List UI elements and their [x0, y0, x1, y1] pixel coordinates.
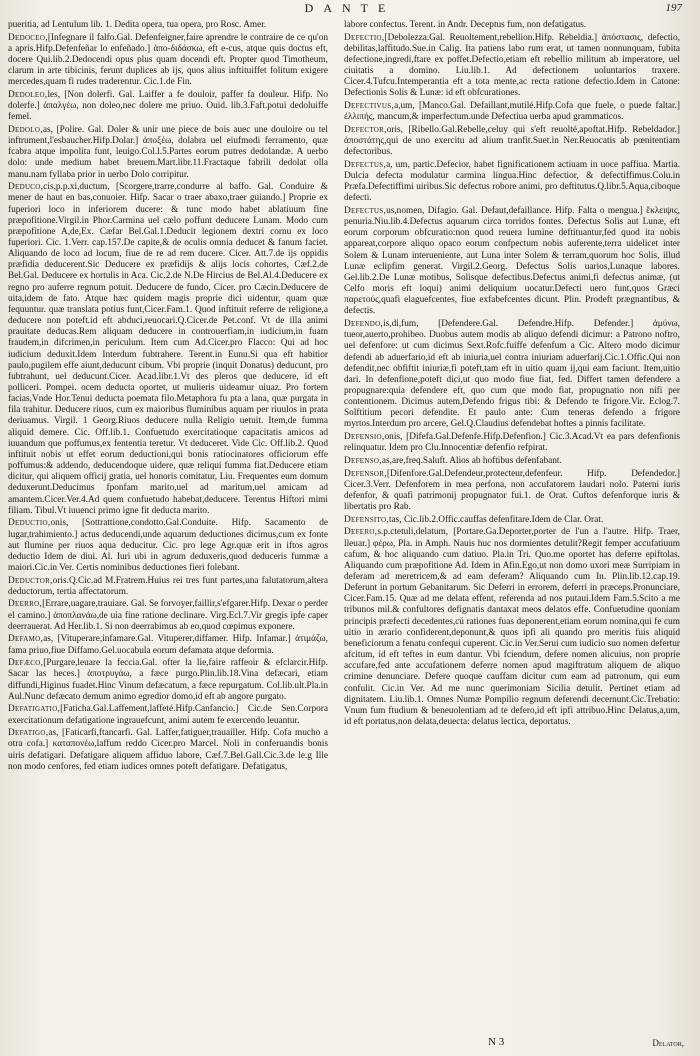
dictionary-entry — [344, 432, 680, 454]
entry-headword: Defamo, — [8, 634, 44, 645]
entry-headword: Deduco, — [8, 182, 44, 193]
entry-headword: Dedolo, — [8, 124, 43, 135]
entry-definition: as, [Faticarfi,ftancarfi. Gal. Laffer,fatiguer,trauailler. Hifp. Cofa mucho a otra cofa.] καταπονέω,laffum reddo Cicer.pro Marcel. Noli in conferuandis bonis uiris defatigari. Defatigare aliquem affiduo labore, Cæf.7.Bel.Gall.Cic.3.de le.g Ille non modo cenfores, fed etiam iudices omnes poteft defatigare. Defatigatus, — [8, 728, 328, 772]
entry-headword: Dedoceo, — [8, 32, 48, 43]
entry-headword: Defero, — [344, 527, 378, 538]
dictionary-entry — [8, 518, 328, 574]
dictionary-entry — [344, 469, 680, 514]
entry-headword: Deductio, — [8, 518, 51, 529]
entry-headword: Defensito, — [344, 514, 389, 525]
entry-definition: s.p.ctetuli,delatum, [Portare.Ga.Deporter,porter de l'un a l'autre. Hifp. Traer, lleuar.] φέρω, Pla. in Amph. Nauis huc nos dormientes detulit?Regit femper accufatiuum cafum, & hoc aliquando cum datiuo. Pla.in Tri. Quo.me oportet has deferre epiftolas. Aliquando cum præpofitione Ad. Idem in Afin.Ego,ut non domo uxori meæ Surripiam in deferam ad meretricem,& ad eam deferam? Aliquando cum In. Plin.lib.12.cap.19. Deferunt in portum Gebanitarum. Sic Deferri in errorem, deferri in præceps.Pronunciare, Cicer.Fam.15. Quæ ad me delata effent, referenda ad nos putaui.Idem Fam.5.Scito a me tribunos mil.& confultores defignatis dantaxat meos delatos effe. Confuetudine quoniam principis præfecti decedentes,cú rationes fuas deponerent,etiam eorum nomina,qui fe cum uitio in ærario confiderent,deponunt,& quos ipfi ali quando pro meritis fuis aliquid beneficiorum a fenatu confequi cuperent. Cic.in Ver.Serui cum iudicio suo nomen defertur afcitum, id eft teftes in eum dantur. Vbi fciendum, defere nomen alicuius, non proprie accufare,fed ante accufationem deferre nomen apud magiftratum aliquem de aliquo crimine denunciare. Defere quoque cauffam dicitur cum eam ad patronum, qui eum confulit. Cic.in Ver. Ad me nunc querimoniam Sicilia detulit. Pertinet etiam ad dignitatem. Liu.lib.1. Omnes Numæ Pompilio regnum deferendi decernunt.Cic.Trebatio: Vnum fum ftudium & beneuolentiam ad te defero,id eft ipfi attribuo.Hinc Delatus,a,um, id eft portatus,non delata,deuecta: delatus lectica, deportatus. — [344, 527, 680, 728]
entry-definition: as, [Vituperare,infamare.Gal. Vituperer,diffamer. Hifp. Infamar.] ἀτιμάζω, fama priuo,fiue Diffamo.Gel.uocabula eorum defamata atque deformia. — [8, 634, 328, 656]
entry-headword: Deerro, — [8, 599, 43, 610]
signature-mark: N 3 — [488, 1036, 505, 1048]
entry-definition: [Errare,uagare,trauiare. Gal. Se forvoyer,faillir,s'efgarer.Hifp. Dexar o perder el camino.] ἀποπλανάω,de uia fine ratione declinare. Virg.Ecl.7.Vir gregis ipfe caper deerrauerat. Ad Her.lib.1. Si non deerrabimus ab eo,quod cœpimus exponere. — [8, 599, 328, 632]
entry-definition: oris, [Ribello.Gal.Rebelle,celuy qui s'eft reuolté,apoftat.Hifp. Rebeldador.] ἀποστάτης,qui de uno exercitu ad alium tranfit.Suet.in Ner.Reuocatis ab pœnitentiam defectoribus. — [344, 124, 680, 158]
dictionary-entry — [8, 599, 328, 632]
dictionary-entry — [344, 527, 680, 728]
entry-definition: tas, Cic.lib.2.Offic.cauffas defenfitare.Idem de Clar. Orat. — [388, 514, 604, 525]
entry-headword: Defectus, — [344, 206, 387, 216]
dictionary-entry — [8, 728, 328, 773]
entry-headword: Defectio, — [344, 32, 385, 43]
entry-definition: [Difenfore.Gal.Defendeur,protecteur,defenfeur. Hifp. Defendedor.] Cicer.3.Verr. Defenforem in mea perfona, non accufatorem laudari nolo. Paterni iuris defenfor, & quafi patrimonij propugnator fui.1. de Orat. Cuftos defenforque iuris & libertatis pro Rab. — [344, 468, 680, 513]
entry-headword: Defector, — [344, 124, 387, 135]
entry-definition: [Faticha.Gal.Laffement,laffeté.Hifp.Canfancio.] Cic.de Sen.Corpora exercitationum defatigatione ingrauefcunt, animi autem fe exercendo leuantur. — [8, 704, 328, 726]
dictionary-entry — [8, 125, 328, 181]
page-header — [0, 0, 700, 20]
entry-headword: Defensor, — [344, 468, 387, 479]
entry-definition: a,um, [Manco.Gal. Defaillant,mutilé.Hifp.Cofa que fuele, o puede faltar.] ἐλλιπής, mancum,& imperfectum.unde Defectiua uerba apud grammaticos. — [344, 101, 680, 123]
right-column — [344, 20, 680, 730]
entry-headword: Defæco, — [8, 658, 44, 669]
entry-definition: les, [Non dolerfi. Gal. Laiffer a fe douloir, paffer fa douleur. Hifp. No dolerfe.] ἀπαλγέω, non doleo,nec dolere me priuo. Ouid. lib.3.Faft.potui dedoluiffe femel. — [8, 89, 328, 123]
dictionary-entry — [8, 20, 328, 31]
dictionary-entry — [344, 515, 680, 526]
entry-headword: Defendo, — [344, 319, 384, 330]
dictionary-entry — [8, 658, 328, 703]
entry-headword: Deductor, — [8, 575, 53, 586]
entry-definition: a, um, partic.Defecior, habet fignificationem actiuam in uoce paffiua. Martia. Dulcia defecta modulatur carmina lingua.Hinc defectior, & defectiffimus.Colu.in Præfa.Defectiffimi uiribus.Sic defectus robore animi, pro deftitutus.Q.libr.5.Aqua,ciboque defecti. — [344, 159, 680, 204]
dictionary-entry — [8, 90, 328, 123]
entry-definition: as,are,freq.Saluft. Alios ab hoftibus defenfabant. — [381, 455, 562, 466]
left-column — [8, 20, 328, 774]
dictionary-entry — [344, 456, 680, 467]
entry-continuation: labore confectus. Terent. in Andr. Deceptus fum, non defatigatus. — [344, 20, 587, 30]
dictionary-entry — [344, 33, 680, 100]
page-footer — [0, 1034, 700, 1050]
entry-definition: onis, [Sottrattione,condotto.Gal.Conduite. Hifp. Sacamento de lugar,trahimiento.] actus deducendi,unde aquarum deductiones dicimus,cum ex fonte aut flumine per riuos aqua deducitur. Cic. pro lege Agr.quæ erit in iftos agros deductio Idem de diui. Al. Iuri ubi in agrum deduxeris,quod deduceris fummæ a maiori.Cic.in Ver. Certis nominibus deductiones fieri folebant. — [8, 518, 328, 573]
dictionary-entry — [8, 704, 328, 726]
entry-definition: onis, [Difefa.Gal.Defenfe.Hifp.Defenfion.] Cic.3.Acad.Vt ea pars defenfionis relinquatur. Idem pro Clu.Innocentiæ defenfio refpirat. — [344, 432, 680, 454]
dictionary-entry — [344, 160, 680, 205]
dictionary-entry — [8, 634, 328, 656]
dictionary-entry — [8, 33, 328, 89]
page-number: 197 — [665, 2, 682, 14]
dictionary-entry — [8, 576, 328, 598]
dictionary-entry — [344, 125, 680, 158]
entry-definition: is,di,fum, [Defendere.Gal. Defendre.Hifp. Defender.] ἀμύνω, tueor,auerto,prohibeo. Duobus autem modis ab aliquo defendi dicimur: a Patrono noftro, uel defenfore: ut cum dicimus Sext.Rofc.fuiffe defenfum a Cic. Altero modo dicimur defendi ab aduerfario,id eft ab iniuria,uel contra iniuriam aduerfarij.Cic.1.Offic.Qui non defendit,nec obfiftit iniuriæ,fi poteft,tam eft in uitio quam ij,qui eam faciunt. Item,uitio dari. In defenfione,poteft dici,ut quo modo fiue fiat, fed. Differt tamen defendere a propugnare:quia defendere eft, quo cum que modo fiat, propugnatio non nifi per contentionem. Dicimus autem,Defendo frigus tibi: & Defendo te frigore.Vir. Eclog.7. Solftitium pecori defendite. Et paulo ante: Cum teneras defendo a frigore myrtos.Interdum pro arcere, Gel.Q.Claudius defendebat hoftes a pinnis facilitate. — [344, 319, 680, 430]
running-head: DANTE — [304, 1, 396, 15]
entry-definition: us,nomen, Difagio. Gal. Defaut,defaillance. Hifp. Falta o mengua.] ἔκλειψις, penuria.Niu.lib.4.Defectus aquarum circa torridos fontes. Defectus Solis aut Lunæ, eft eorum corporum obfcuratio:non quod reuera lumine deftituantur,fed quod ita nobis appareat,corpore aliquo opaco eorum confpectum nobis auferente,terra uidelicet inter Solem & Lunam interueniente, aut Luna inter Solem & terram,quorum hoc Solis, illud Lunæ eclipfim generat. Virgil.2.Georg. Defectus Solis uarios,Lunaque labores. Gel.lib.2.De Lunæ motibus, Solisque defectibus.Defectus animi,fi defectus animæ, (ut Celfo moris eft loqui) animi deliquium uocatur.Defecti uero funt,quos Græci παρετούς,quafi elaguefcentes, fiue exfabefcentes dicunt. Plin. Prodeft prægnantibus, & defectis. — [344, 206, 680, 317]
entry-headword: Dedoleo, — [8, 89, 48, 100]
entry-definition: [Debolezza.Gal. Reuoltement,rebellion.Hifp. Rebeldia.] ἀπόστασις, defectio, debilitas,laffitudo.Sue.in Calig. Ita patiens labo rum erat, ut tamen nonnunquam, fubita defectione,ingredi,ftare ex poffet.Defectio,etiam eft rebellio militum ab imperatore, uel ciuitatis a domino. Liu.lib.1. Ad defectionem uoluntarios traxere. Cicer.4.Tufcu.Intemperantia eft a tota mente,ac recta ratione defectio.Idem in Catone: Defectionis Solis & Lunæ: id eft obfcurationes. — [344, 32, 680, 99]
entry-headword: Defensio, — [344, 432, 385, 443]
dictionary-entry — [8, 182, 328, 517]
entry-headword: Defatigatio, — [8, 704, 61, 715]
dictionary-entry — [344, 101, 680, 123]
dictionary-entry — [344, 206, 680, 318]
entry-headword: Defatigo, — [8, 728, 49, 739]
entry-definition: [Purgare,leuare la feccia.Gal. ofter la lie,faire raffeoir & efclarcir.Hifp. Sacar las heces.] ἀποτρυγάω, a fæce purgo.Plin.lib.18.Vina defæcari, etiam diffundi,Higinus fuadet.Hinc Vinum defæcatum, a fæce repurgatum. Col.lib.ult.Pla.in Aul.Nunc defæcato demum animo egredior domo,id eft ab angore purgato. — [8, 658, 328, 702]
entry-headword: Defectivus, — [344, 101, 395, 112]
entry-definition: oris.Q.Cic.ad M.Fratrem.Huius rei tres funt partes,una falutatorum,altera deductorum, tertia affectatorum. — [8, 575, 328, 597]
catchword: Delator, — [652, 1038, 684, 1048]
entry-definition: as, [Polire. Gal. Doler & unir une piece de bois auec une douloire ou tel inftrument,l'esbaucher.Hifp.Dolar.] ἀποξέω, dolabra uel eiufmodi ferramento, quæ fcabra atque impolita funt, leuigo.Col.l.5.Partes eorum putres dedolandæ. A uerbo dolo: unde medium habet breuem.Mart.libr.11.Fractaque fabrili dedolat olla manu.nam fyllaba prior in uerbo Dolo corripitur. — [8, 124, 328, 180]
dictionary-entry — [344, 319, 680, 431]
entry-headword: Defectus, — [344, 159, 387, 170]
dictionary-entry — [344, 20, 680, 31]
entry-continuation: pueritia, ad Lentulum lib. 1. Dedita opera, tua opera, pro Rosc. Amer. — [8, 20, 267, 30]
entry-definition: [Infegnare il falfo.Gal. Defenfeigner,faire aprendre le contraire de ce qu'on a apris.Hifp.Defenfeñar lo enfeñado.] ἀπο-διδάσκω, eft e-cus, atque quis doctus eft, docere Qui.lib.2.Dedocendi opus plus quam docendi eft. Propter quod Timotheum, clarum in arte tibicinis, ferunt duplices ab ijs, quos alius inftituiffet folitum exigere mercedes,quam fi rudes traderentur. Cic.1.de Fin. — [8, 32, 328, 88]
entry-headword: Defenso, — [344, 455, 382, 466]
entry-definition: cis,p.p.xi,ductum, [Scorgere,trarre,condurre al baffo. Gal. Conduire & mener de haut en bas,conuoier. Hifp. Sacar o traer abaxo,traer guiando.] Proprie ex fuperiori loco in inferiorem ducere: & tunc modo habet ablatiuum fine præpofitione.Virgil.in Phor.Carmina uel cælo poffunt deducere Lunam. Modo cum præpofitione A,de,Ex. Cæfar Bel.Gal.1.Deducit legionem dextri cornu ex loco fuperiori. Cic. 1.Verr. cap.157.De capite,& de oculis omnia deducet & fanum faciet. Aliquando de loco ad locum, fiue de re ad rem ducere. Cicer. Att.7.de ijs oppidis præfidia deducerent.Sic Deducere ex præfidijs & alijs locis cohortes, Cæf.2.de Bel.Gal. Deducere ex hortulis in Aca. Cic.2.de N.De Hircius de Bel.Al.4.Deducere ex regno pro auferre regnum potuit. Deducere de fundo, Cicer. pro Cæcin.Deducere de uita,idem de fato. Atque hæc quidem magis proprie dici uidentur, quam quæ fequuntur. quæ translata potius funt,Cicer.Fam.1. Quod inftituit referre de religione,a deducere non poteft.id eft abduci,reuocari.Q.Cicer.de Pet.conf. Vt de illa animi prauitate deducas.Rem aliquam deducere in controuerfiam,in iudicium,in fuam fraudem,in difcrimen,in periculum. Item cum Ad.Cicer.pro Flacco: Qui ad hoc iudicium deduxit.Idem Interdum fubtrahere. Terent.in Eunu.Si qua eft habitior paulo,pugilem effe aiunt,deducunt cibum. Vbi proprie (inquit Donatus) deducunt, pro fubtrahunt, uel deducunt.Cicer. Acad.libr.1.Vt des pleros que deducere, id eft polliceri. Pompei. ocem deducta oportet, ut mulieris uideamur uiuaz. Pro fortem facias,Vnde Hor.Tenui deducta poemata filo.Metaphora fu pta a lana, quæ purgata in fila trahitur. Deducere riuos, cum ex maioribus fluminibus aquam per riuulos in prata deriuamus. Virgil. 1 Georg.Riuos deducere nulla Religio uetuit. Item,de fumma aliquid demere. Cic. Off.lib.1. Confuetudo exercitatioque capacitatis amicos ad iuuandum que poffumus,ex fententia teretur. Vt deduceret. Vide Cic. Off.lib.2. Quod inftituit nobis ut effet eorum deductioni,qui bonis ratiocinatores officiorum effe poffumus:& addendo, deducendoque uidere, quæ reliqui fumma fiat.Deducere etiam dicitur, qui aliquem officij gratia, uel honoris comitatur, Liu. Frequentes eum domum deduxerunt.Deducimus fponfam marito,uel ad maritum,uel amicam ad amantem.Cicer.Ver.4.Ad quem confuetudo habebat,deducere. Terentus Hiftori mimi filiam. Tibul.Vt iuuenci primo igne fit deducta marito. — [8, 182, 328, 516]
